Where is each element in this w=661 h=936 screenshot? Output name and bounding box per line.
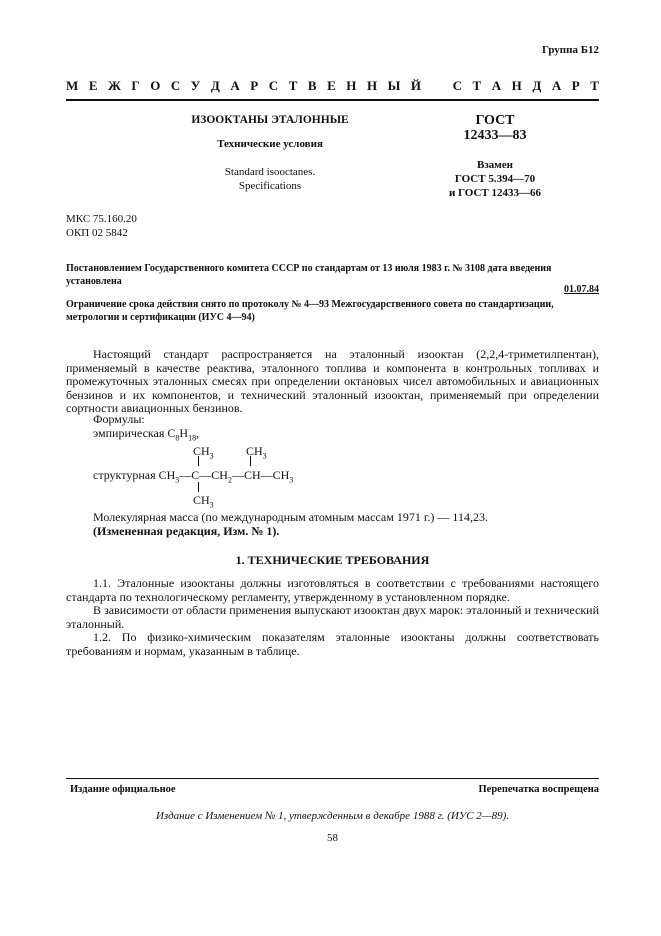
gost-number: 12433—83 bbox=[463, 128, 527, 143]
paragraph-1-1: 1.1. Эталонные изооктаны должны изготовляться в соответствии с требованиями настоящего стандарта по технологическому регламенту, утвержденному в установленном порядке. bbox=[66, 576, 599, 604]
amendment-note: (Измененная редакция, Изм. № 1). bbox=[93, 524, 280, 538]
banner-letter: О bbox=[150, 78, 161, 93]
page-number: 58 bbox=[327, 832, 338, 844]
banner-letter: Ы bbox=[387, 78, 401, 93]
gost-label: ГОСТ bbox=[475, 113, 515, 128]
bond-top-right bbox=[250, 456, 251, 466]
english-title-line1: Standard isooctanes. bbox=[224, 166, 316, 178]
english-title-line2: Specifications bbox=[238, 180, 302, 192]
banner-letter: С bbox=[268, 78, 279, 93]
banner-letter: А bbox=[491, 78, 502, 93]
classification-codes bbox=[66, 212, 137, 240]
interstate-standard-banner bbox=[66, 78, 599, 94]
footer-reprint-prohibited: Перепечатка воспрещена bbox=[478, 784, 599, 795]
structural-formula-line: структурная $CH_3—C—CH_2—CH—CH_3$ bbox=[93, 468, 294, 485]
replaces-label: Взамен bbox=[477, 159, 513, 171]
empirical-formula: эмпирическая $C_8H_{18}$, bbox=[93, 426, 200, 443]
edition-note: Издание с Изменением № 1, утвержденным в декабре 1988 г. (ИУС 2—89). bbox=[155, 810, 510, 822]
molecular-mass: Молекулярная масса (по международным атомным массам 1971 г.) — 114,23. bbox=[93, 510, 488, 524]
group-code: Группа Б12 bbox=[542, 44, 599, 56]
banner-letter: Д bbox=[532, 78, 542, 93]
bond-top-left bbox=[198, 456, 199, 466]
banner-letter: С bbox=[170, 78, 181, 93]
structural-ch3-top-left: $CH_3$ bbox=[193, 444, 214, 461]
formulas-label: Формулы: bbox=[93, 412, 145, 426]
decree-text: Постановлением Государственного комитета СССР по стандартам от 13 июля 1983 г. № 3108 дата введения установлена bbox=[66, 263, 552, 287]
paragraph-1-1b: В зависимости от области применения выпускают изооктан двух марок: эталонный и технический эталонный. bbox=[66, 603, 599, 631]
okp-code: ОКП 02 5842 bbox=[66, 227, 128, 239]
banner-letter: Г bbox=[131, 78, 140, 93]
banner-letter: А bbox=[230, 78, 240, 93]
mks-code: МКС 75.160.20 bbox=[66, 213, 137, 225]
banner-letter: Н bbox=[511, 78, 522, 93]
empirical-label: эмпирическая bbox=[93, 426, 165, 440]
structural-ch3-top-right: $CH_3$ bbox=[246, 444, 267, 461]
structural-ch3-bottom: $CH_3$ bbox=[193, 493, 214, 510]
restriction-text: Ограничение срока действия снято по протоколу № 4—93 Межгосударственного совета по стандартизации, метрологии и сертификации (ИУС 4—94) bbox=[66, 299, 554, 323]
section-heading: 1. ТЕХНИЧЕСКИЕ ТРЕБОВАНИЯ bbox=[235, 553, 430, 567]
intro-paragraph: Настоящий стандарт распространяется на эталонный изооктан (2,2,4-триметилпентан), применяемый в качестве реактива, эталонного топлива и компонента в контрольных топливах и промежуточных эталонных смесях при определении октановых чисел автомобильных и авиационных бензинов и их компонентов, и технический эталонный изооктан, применяемый при определении сортности авиационных бензинов. bbox=[66, 347, 599, 415]
banner-letter: М bbox=[66, 78, 79, 93]
gost-block bbox=[420, 113, 570, 143]
document-title: ИЗООКТАНЫ ЭТАЛОННЫЕ bbox=[191, 114, 349, 126]
banner-letter: Р bbox=[250, 78, 259, 93]
banner-letter: У bbox=[190, 78, 201, 93]
banner-letter: А bbox=[551, 78, 562, 93]
banner-letter: С bbox=[452, 78, 463, 93]
replaces-line1: ГОСТ 5.394—70 bbox=[454, 173, 536, 185]
banner-letter: Н bbox=[346, 78, 357, 93]
english-title bbox=[150, 165, 390, 193]
footer-official-edition: Издание официальное bbox=[70, 784, 176, 795]
banner-letter: Е bbox=[327, 78, 336, 93]
banner-letter: Т bbox=[472, 78, 482, 93]
banner-letter: Р bbox=[571, 78, 580, 93]
banner-letter: В bbox=[307, 78, 317, 93]
banner-letter: Н bbox=[366, 78, 378, 93]
banner-letter: Ж bbox=[108, 78, 121, 93]
paragraph-1-2: 1.2. По физико-химическим показателям эталонные изооктаны должны соответствовать требованиям и нормам, указанным в таблице. bbox=[66, 630, 599, 658]
banner-letter: Й bbox=[410, 78, 422, 93]
banner-letter: Д bbox=[210, 78, 220, 93]
bond-bottom bbox=[198, 482, 199, 492]
document-subtitle: Технические условия bbox=[217, 138, 323, 150]
footer-rule bbox=[66, 778, 599, 779]
header-rule bbox=[66, 99, 599, 101]
replaces-block bbox=[420, 158, 570, 200]
banner-letter: Т bbox=[590, 78, 599, 93]
banner-letter: Е bbox=[88, 78, 98, 93]
effective-date: 01.07.84 bbox=[564, 284, 599, 295]
structural-label: структурная bbox=[93, 468, 156, 482]
banner-letter: Т bbox=[288, 78, 298, 93]
replaces-line2: и ГОСТ 12433—66 bbox=[448, 187, 542, 199]
